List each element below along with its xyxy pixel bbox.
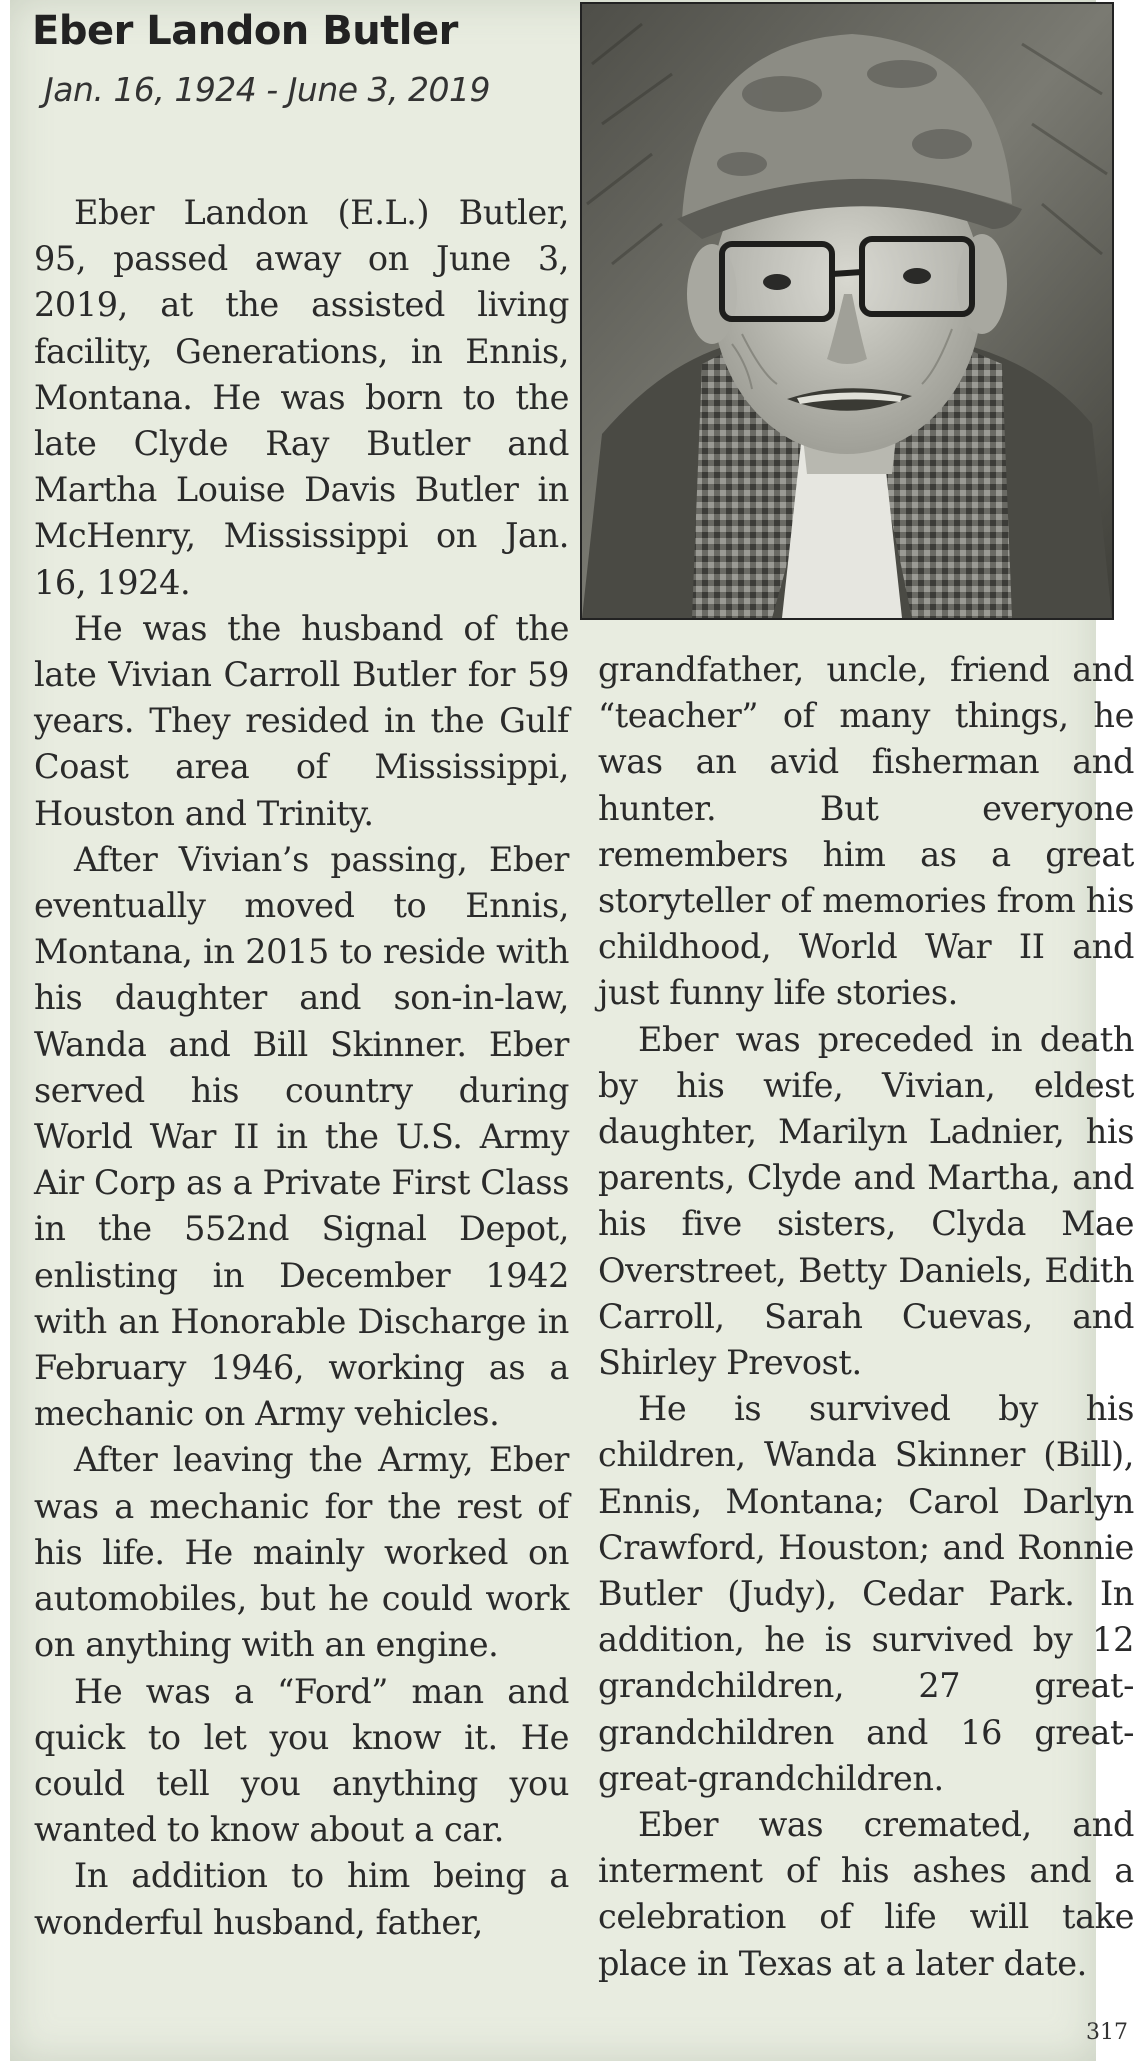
obituary-title: Eber Landon Butler xyxy=(32,8,458,54)
paragraph: grandfather, uncle, friend and “teacher” of many things, he was an avid fisherman and hunter. But everyone remembers him as a great storyteller of memories from his childhood, World War II and just funny life stories. xyxy=(598,650,1134,1013)
obituary-column-right xyxy=(598,647,1134,1987)
obituary-column-left xyxy=(34,190,569,1946)
obituary-dates: Jan. 16, 1924 - June 3, 2019 xyxy=(44,70,491,109)
paragraph: Eber was preceded in death by his wife, Vivian, eldest daughter, Marilyn Ladnier, his parents, Clyde and Martha, and his five sisters, Clyda Mae Overstreet, Betty Daniels, Edith Carroll, Sarah Cuevas, and Shirley Prevost. xyxy=(598,1019,1134,1383)
paragraph: He was a “Ford” man and quick to let you know it. He could tell you anything you wanted to know about a car. xyxy=(34,1671,569,1850)
paragraph: In addition to him being a wonderful husband, father, xyxy=(34,1856,569,1942)
paragraph: Eber was cremated, and interment of his ashes and a celebration of life will take place in Texas at a later date. xyxy=(598,1805,1134,1983)
paragraph: After Vivian’s passing, Eber eventually moved to Ennis, Montana, in 2015 to reside with his daughter and son-in-law, Wanda and Bill Skinner. Eber served his country during World War II in the U.S. Army Air Corp as a Private First Class in the 552nd Signal Depot, enlisting in December 1942 with an Honorable Discharge in February 1946, working as a mechanic on Army vehicles. xyxy=(34,839,569,1434)
newspaper-clipping xyxy=(10,0,1134,2061)
portrait-photo-icon xyxy=(582,4,1112,618)
portrait-photo xyxy=(580,2,1114,620)
paragraph: After leaving the Army, Eber was a mechanic for the rest of his life. He mainly worked on automobiles, but he could work on anything with an engine. xyxy=(34,1440,569,1665)
paragraph: He was the husband of the late Vivian Carroll Butler for 59 years. They resided in the Gulf Coast area of Mississippi, Houston and Trinity. xyxy=(34,608,569,833)
paragraph: He is survived by his children, Wanda Skinner (Bill), Ennis, Montana; Carol Darlyn Crawford, Houston; and Ronnie Butler (Judy), Cedar Park. In addition, he is survived by 12 grandchildren, 27 great-grandchildren and 16 great-great-grandchildren. xyxy=(598,1389,1134,1798)
page-number: 317 xyxy=(1086,2020,1128,2045)
paragraph: Eber Landon (E.L.) Butler, 95, passed away on June 3, 2019, at the assisted living facility, Generations, in Ennis, Montana. He was born to the late Clyde Ray Butler and Martha Louise Davis Butler in McHenry, Mississippi on Jan. 16, 1924. xyxy=(34,193,569,602)
